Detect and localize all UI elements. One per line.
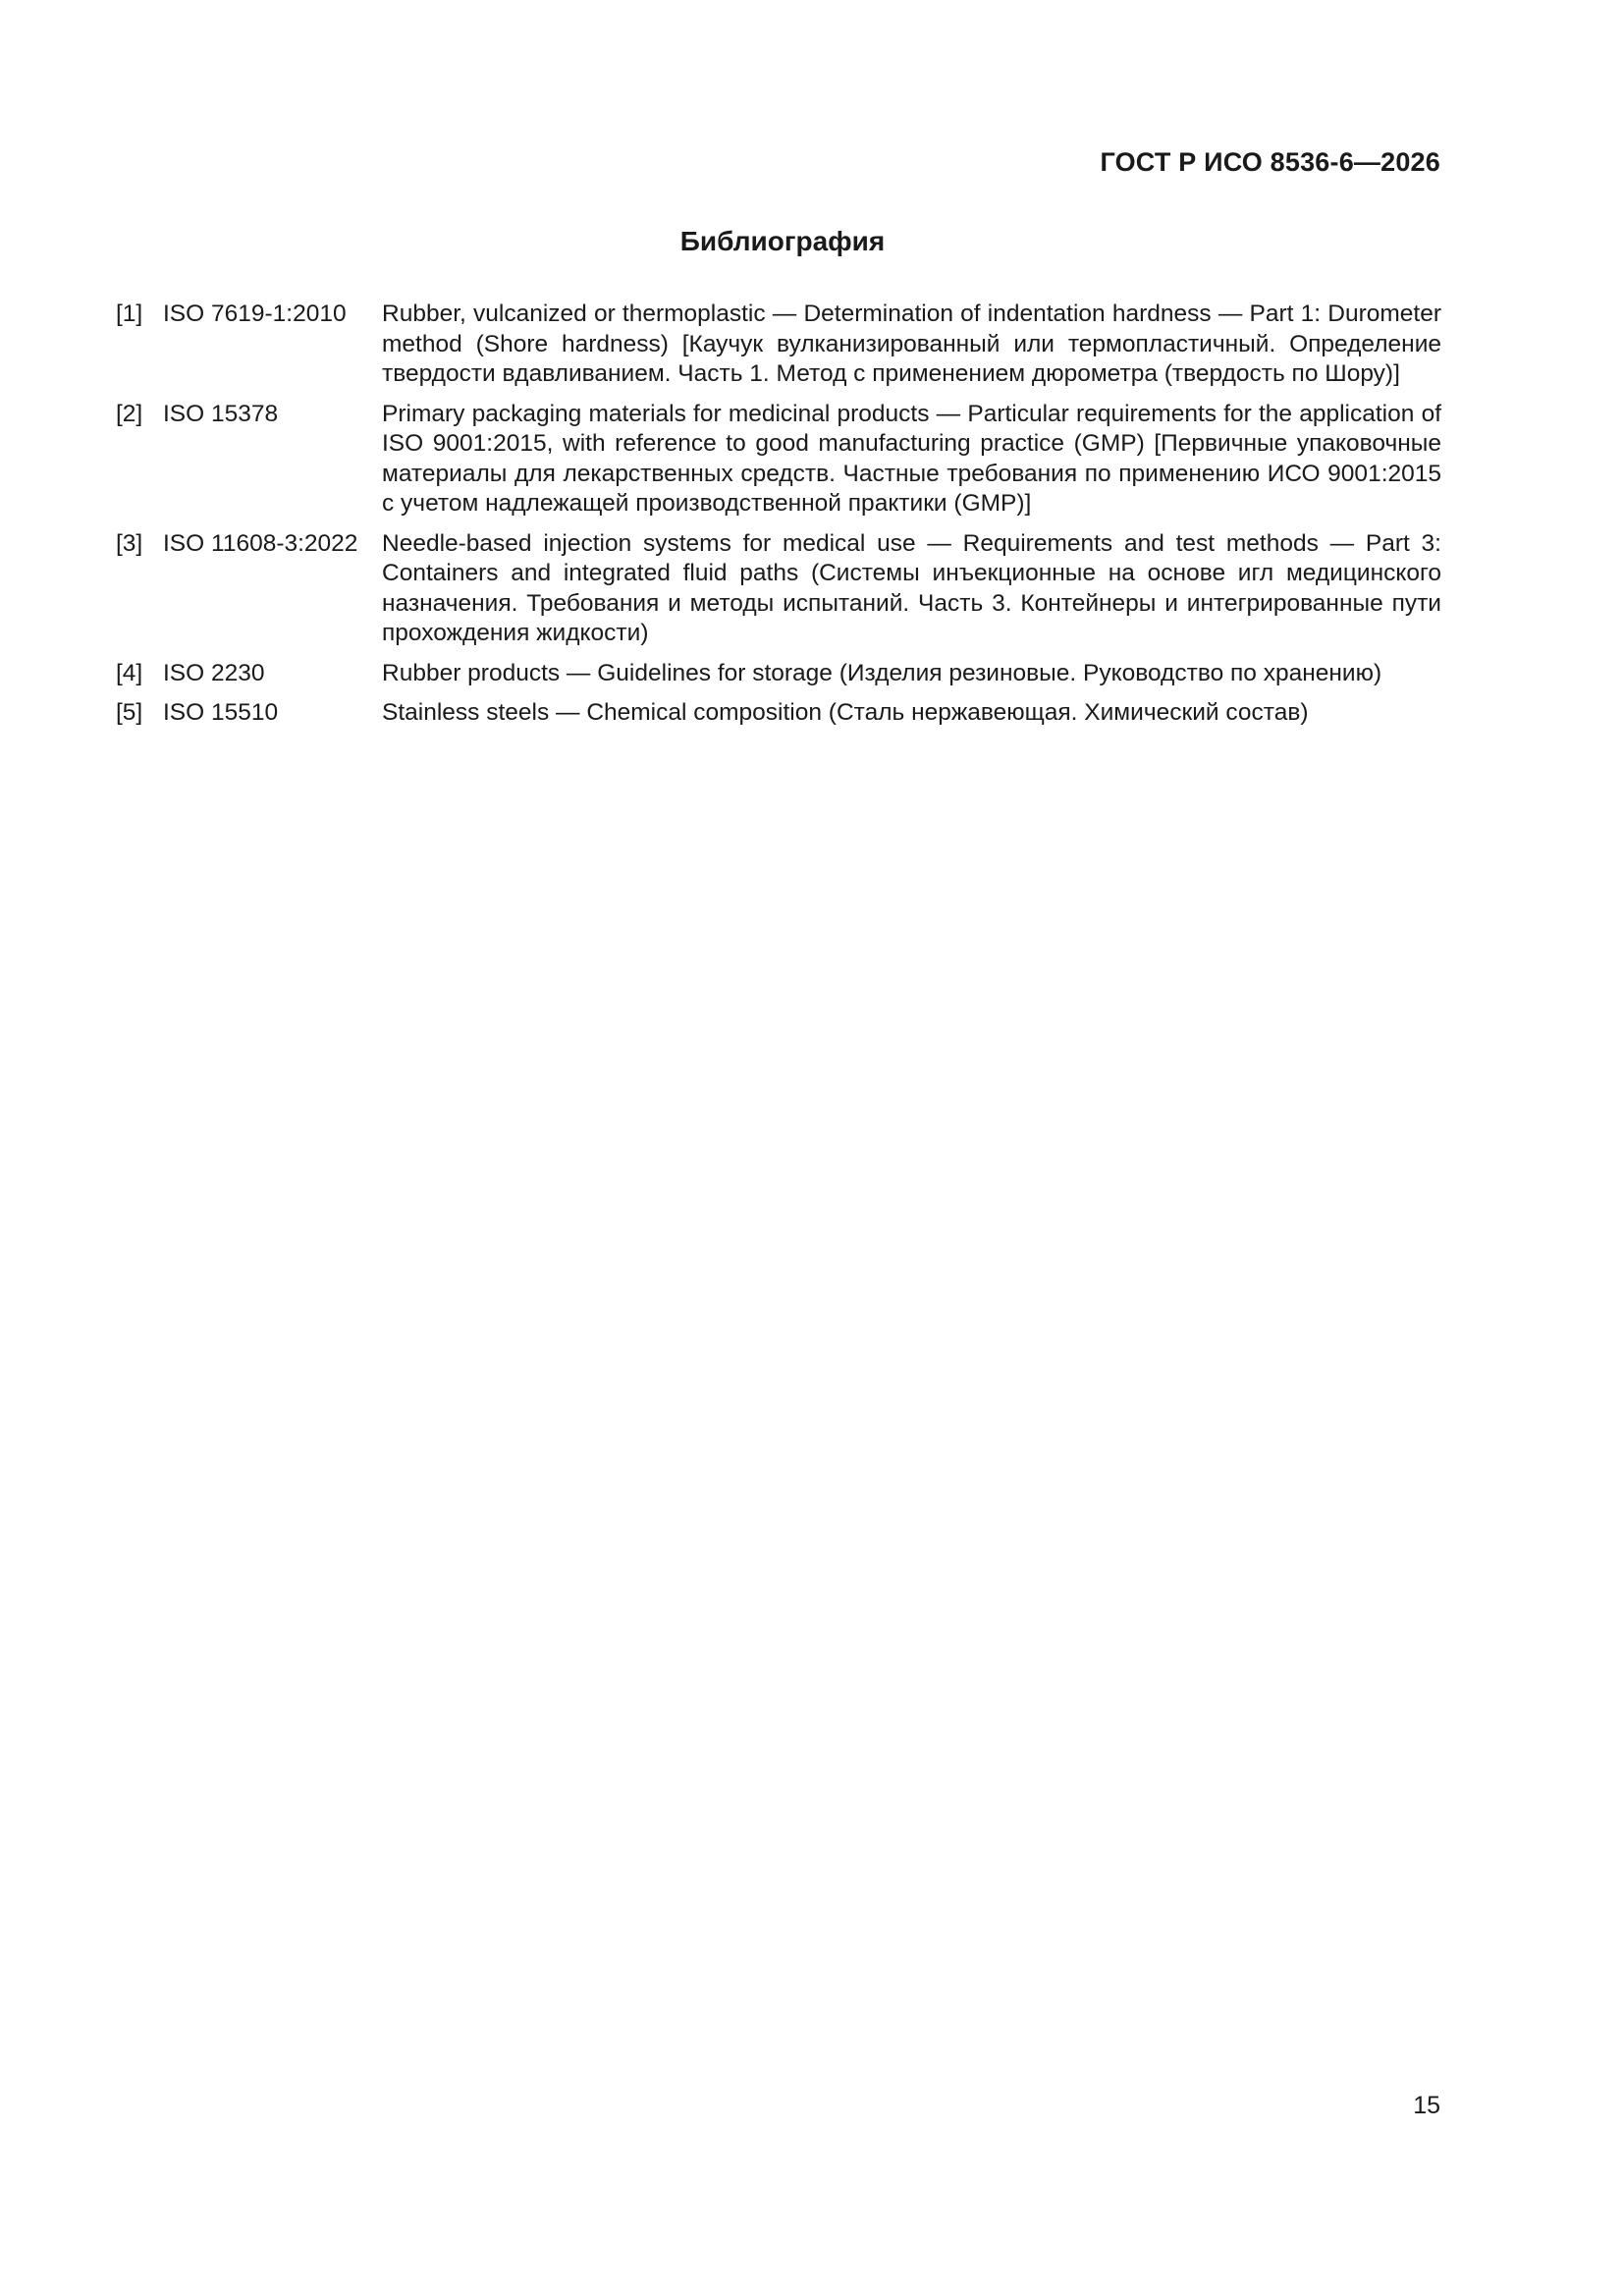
- standard-title: Needle-based injection systems for medical use — Requirements and test methods — Part 3: Containers and integrated fluid paths (Системы инъекционные на основе игл медицинского назначения. Требования и методы испытаний. Часть 3. Контейнеры и интегрированные пути прохождения жидкости): [382, 529, 1441, 646]
- section-title: Библиография: [679, 226, 886, 256]
- entry-number: [2]: [116, 400, 143, 427]
- entry-number: [1]: [116, 301, 143, 327]
- bibliography-list: [116, 300, 1441, 738]
- document-code: ГОСТ Р ИСО 8536-6—2026: [1100, 147, 1440, 177]
- entry-number: [3]: [116, 529, 143, 557]
- standard-code: ISO 11608-3:2022: [163, 529, 358, 557]
- bibliography-entry: [116, 400, 1441, 519]
- standard-title: Rubber products — Guidelines for storage (Изделия резиновые. Руководство по хранению): [382, 659, 1382, 686]
- standard-code: ISO 7619-1:2010: [163, 301, 347, 327]
- standard-code: ISO 2230: [163, 659, 265, 686]
- bibliography-entry: [116, 529, 1441, 649]
- entry-number: [4]: [116, 659, 143, 686]
- standard-title: Primary packaging materials for medicinal products — Particular requirements for the application of ISO 9001:2015, with reference to good manufacturing practice (GMP) [Первичные упаковочные материалы для лекарственных средств. Частные требования по применению ИСО 9001:2015 с учетом надлежащей производственной практики (GMP)]: [382, 400, 1441, 517]
- standard-title: Rubber, vulcanized or thermoplastic — Determination of indentation hardness — Part 1: Durometer method (Shore hardness) [Каучук вулканизированный или термопластичный. Определение твердости вдавливанием. Часть 1. Метод с применением дюрометра (твердость по Шору)]: [382, 301, 1441, 387]
- standard-code: ISO 15378: [163, 400, 279, 427]
- entry-number: [5]: [116, 699, 143, 726]
- standard-code: ISO 15510: [163, 699, 279, 726]
- bibliography-entry: [116, 300, 1441, 390]
- bibliography-entry: [116, 698, 1441, 729]
- page-number: 15: [1413, 2092, 1440, 2119]
- bibliography-entry: [116, 659, 1441, 689]
- standard-title: Stainless steels — Chemical composition (Сталь нержавеющая. Химический состав): [382, 699, 1309, 726]
